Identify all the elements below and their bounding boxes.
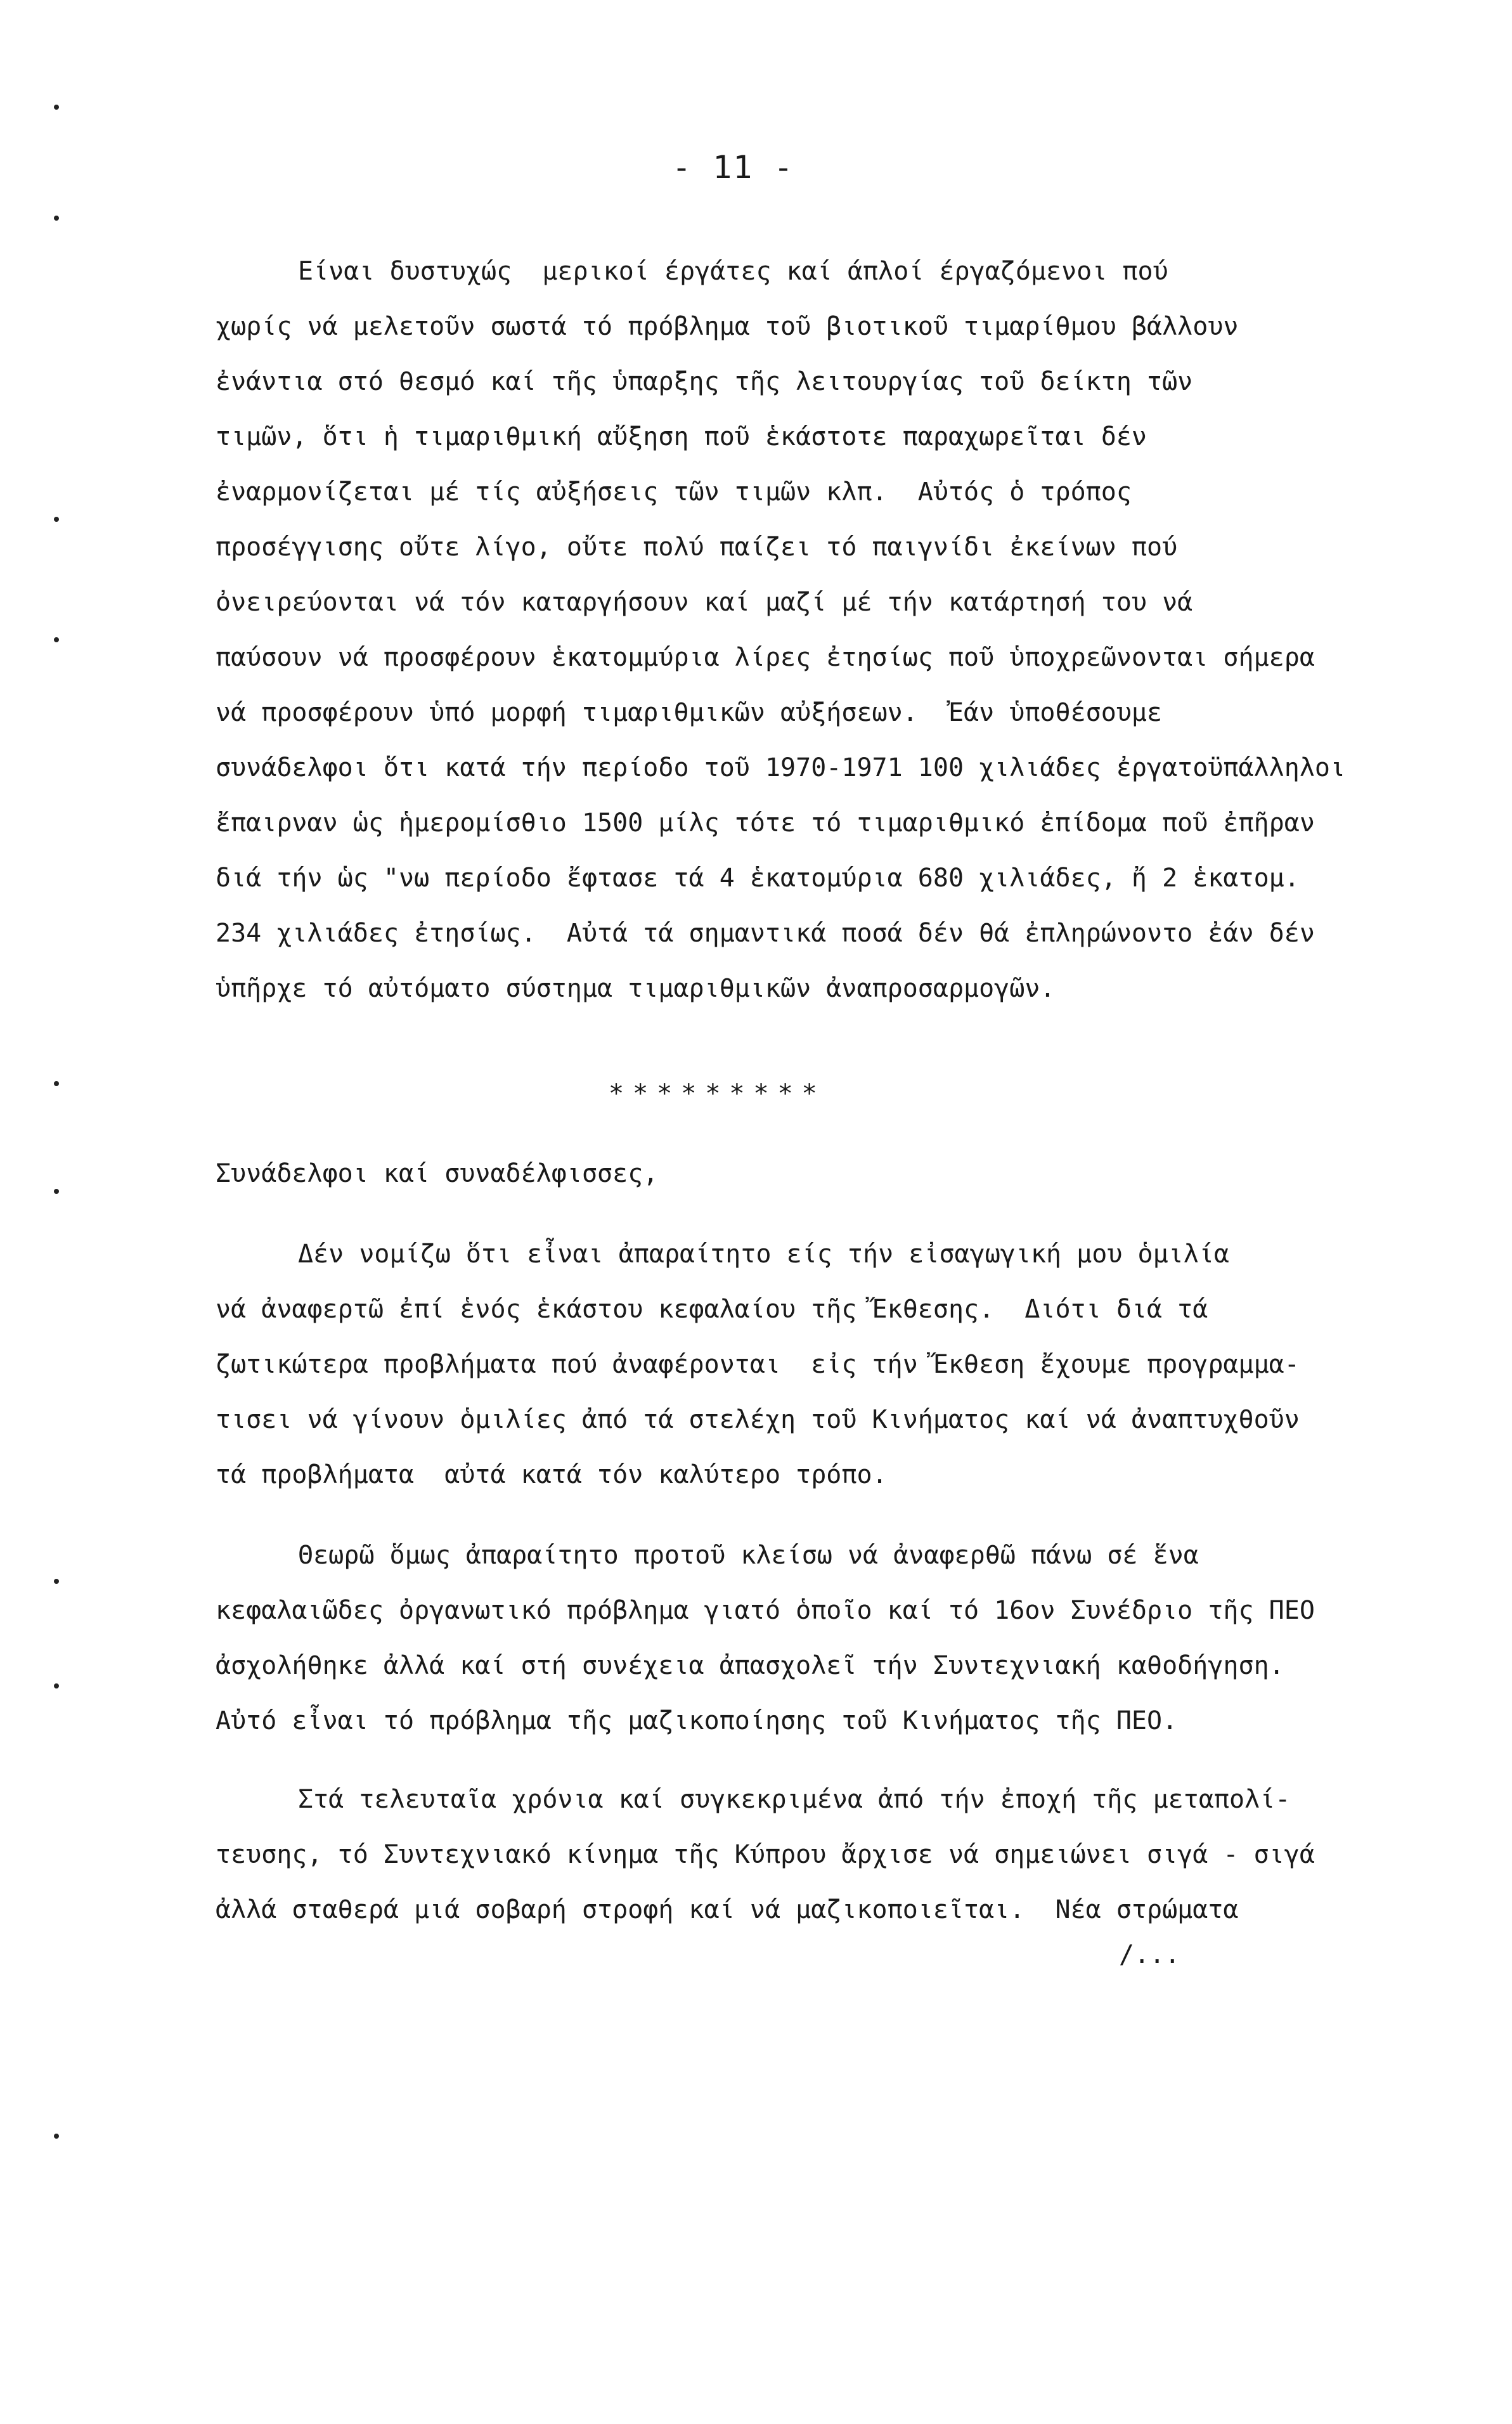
margin-dot (54, 637, 59, 642)
margin-dot (54, 1683, 59, 1688)
text-line: τισει νά γίνουν ὁμιλίες ἀπό τά στελέχη τοῦ Κινήματος καί νά ἀναπτυχθοῦν (216, 1405, 1300, 1434)
paragraph-3 (216, 1528, 1395, 1749)
text-line: ὑπῆρχε τό αὐτόματο σύστημα τιμαριθμικῶν ἀναπροσαρμογῶν. (216, 974, 1056, 1003)
text-line: χωρίς νά μελετοῦν σωστά τό πρόβλημα τοῦ βιοτικοῦ τιμαρίθμου βάλλουν (216, 312, 1239, 341)
text-line: νά ἀναφερτῶ ἐπί ἑνός ἑκάστου κεφαλαίου τῆς Ἔκθεσης. Διότι διά τά (216, 1295, 1208, 1324)
text-line: Είναι δυστυχώς μερικοί έργάτες καί άπλοί έργαζόμενοι πού (298, 257, 1168, 286)
continuation-mark: /... (1119, 1940, 1180, 1969)
text-line: συνάδελφοι ὅτι κατά τήν περίοδο τοῦ 1970-1971 100 χιλιάδες ἐργατοϋπάλληλοι (216, 753, 1346, 782)
greeting: Συνάδελφοι καί συναδέλφισσες, (216, 1159, 659, 1188)
margin-dot (54, 105, 59, 110)
text-line: ὀνειρεύονται νά τόν καταργήσουν καί μαζί μέ τήν κατάρτησή του νά (216, 588, 1193, 617)
text-line: Θεωρῶ ὅμως ἀπαραίτητο προτοῦ κλείσω νά ἀναφερθῶ πάνω σέ ἕνα (298, 1541, 1199, 1570)
margin-dot (54, 1081, 59, 1086)
text-line: ἐναρμονίζεται μέ τίς αὐξήσεις τῶν τιμῶν κλπ. Αὐτός ὁ τρόπος (216, 477, 1132, 507)
text-line: Δέν νομίζω ὅτι εἶναι ἀπαραίτητο είς τήν εἰσαγωγική μου ὁμιλία (298, 1240, 1230, 1269)
text-line: κεφαλαιῶδες ὀργανωτικό πρόβλημα γιατό ὁποῖο καί τό 16ον Συνέδριο τῆς ΠΕΟ (216, 1596, 1315, 1625)
margin-dot (54, 517, 59, 522)
text-line: ζωτικώτερα προβλήματα πού ἀναφέρονται εἰς τήν Ἔκθεση ἔχουμε προγραμμα- (216, 1350, 1300, 1379)
text-line: νά προσφέρουν ὑπό μορφή τιμαριθμικῶν αὐξήσεων. Ἐάν ὑποθέσουμε (216, 698, 1163, 727)
left-margin-marks (0, 0, 76, 2424)
text-line: 234 χιλιάδες ἐτησίως. Αὐτά τά σημαντικά ποσά δέν θά ἐπληρώνοντο ἐάν δέν (216, 919, 1315, 948)
text-line: ἀσχολήθηκε ἀλλά καί στή συνέχεια ἀπασχολεῖ τήν Συντεχνιακή καθοδήγηση. (216, 1651, 1284, 1680)
page-number: - 11 - (672, 149, 794, 186)
text-line: παύσουν νά προσφέρουν ἑκατομμύρια λίρες ἐτησίως ποῦ ὑποχρεῶνονται σήμερα (216, 643, 1315, 672)
margin-dot (54, 1579, 59, 1584)
text-line: διά τήν ὡς "νω περίοδο ἔφτασε τά 4 ἑκατομύρια 680 χιλιάδες, ἤ 2 ἑκατομ. (216, 864, 1300, 893)
text-line: Αὐτό εἶναι τό πρόβλημα τῆς μαζικοποίησης τοῦ Κινήματος τῆς ΠΕΟ. (216, 1706, 1178, 1735)
text-line: ἐνάντια στό θεσμό καί τῆς ὑπαρξης τῆς λειτουργίας τοῦ δείκτη τῶν (216, 367, 1193, 396)
paragraph-4 (216, 1772, 1395, 1938)
margin-dot (54, 1189, 59, 1194)
text-line: προσέγγισης οὔτε λίγο, οὔτε πολύ παίζει τό παιγνίδι ἐκείνων πού (216, 533, 1178, 562)
text-line: τά προβλήματα αὐτά κατά τόν καλύτερο τρόπο. (216, 1460, 888, 1489)
margin-dot (54, 2134, 59, 2139)
text-line: ἀλλά σταθερά μιά σοβαρή στροφή καί νά μαζικοποιεῖται. Νέα στρώματα (216, 1895, 1239, 1924)
paragraph-1 (216, 244, 1395, 1016)
text-line: ἔπαιρναν ὡς ἡμερομίσθιο 1500 μίλς τότε τό τιμαριθμικό ἐπίδομα ποῦ ἐπῆραν (216, 808, 1315, 838)
text-line: τευσης, τό Συντεχνιακό κίνημα τῆς Κύπρου ἄρχισε νά σημειώνει σιγά - σιγά (216, 1840, 1315, 1869)
margin-dot (54, 216, 59, 221)
text-line: Στά τελευταῖα χρόνια καί συγκεκριμένα ἀπό τήν ἐποχή τῆς μεταπολί- (298, 1785, 1291, 1814)
section-separator: ********* (609, 1079, 826, 1108)
text-line: τιμῶν, ὅτι ἡ τιμαριθμική αὔξηση ποῦ ἑκάστοτε παραχωρεῖται δέν (216, 422, 1147, 451)
paragraph-2 (216, 1227, 1395, 1503)
